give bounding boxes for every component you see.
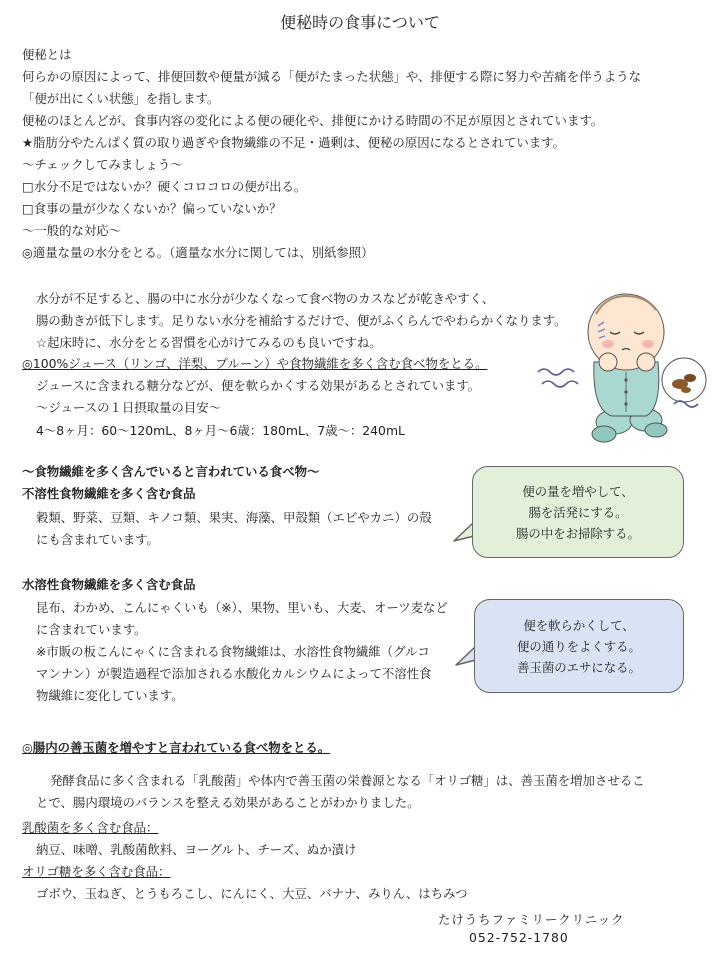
water-item: ◎適量な量の水分をとる。（適量な水分に関しては、別紙参照） [22, 245, 374, 260]
check-item: □食事の量が少なくないか？偏っていないか？ [22, 201, 282, 216]
oligo-items: ゴボウ、玉ねぎ、とうもろこし、にんにく、大豆、バナナ、みりん、はちみつ [36, 886, 468, 901]
soluble-line: 物繊維に変化しています。 [36, 688, 184, 703]
fiber-heading: ～食物繊維を多く含んでいると言われている食べ物～ [22, 464, 320, 479]
page-title: 便秘時の食事について [280, 13, 440, 32]
juice-item: ◎100%ジュース（リンゴ、洋梨、プルーン）や食物繊維を多く含む食べ物をとる。 [22, 356, 488, 371]
bubble-line: 腸を活発にする。 [528, 505, 628, 520]
oligo-heading: オリゴ糖を多く含む食品： [22, 864, 171, 879]
check-item: □水分不足ではないか？硬くコロコロの便が出る。 [22, 179, 307, 194]
soluble-line: ※市販の板こんにゃくに含まれる食物繊維は、水溶性食物繊維（グルコ [36, 644, 430, 659]
water-line: 水分が不足すると、腸の中に水分が少なくなって食べ物のカスなどが乾きやすく、 [36, 291, 495, 306]
water-line: 腸の動きが低下します。足りない水分を補給するだけで、便がふくらんでやわらかくなります。 [36, 313, 567, 328]
bubble-line: 便の通りをよくする。 [517, 639, 641, 654]
intro-line: 「便が出にくい状態」を指します。 [22, 91, 220, 106]
water-line: ☆起床時に、水分をとる習慣を心がけてみるのも良いですね。 [36, 335, 382, 350]
bubble-line: 便を軟らかくして、 [523, 618, 635, 633]
lactic-heading: 乳酸菌を多く含む食品： [22, 820, 159, 835]
intro-line: ★脂肪分やたんぱく質の取り過ぎや食物繊維の不足・過剰は、便秘の原因になるとされています。 [22, 135, 565, 150]
soluble-line: に含まれています。 [36, 622, 147, 637]
check-heading: ～チェックしてみましょう～ [22, 157, 183, 172]
lactic-items: 納豆、味噌、乳酸菌飲料、ヨーグルト、チーズ、ぬか漬け [36, 842, 357, 857]
bubble-line: 善玉菌のエサになる。 [517, 660, 641, 675]
insoluble-line: 穀類、野菜、豆類、キノコ類、果実、海藻、甲殻類（エビやカニ）の殻 [36, 510, 432, 525]
probiotic-line: 発酵食品に多く含まれる「乳酸菌」や体内で善玉菌の栄養源となる「オリゴ糖」は、善玉菌を増加させるこ [50, 773, 645, 788]
clinic-phone: 052-752-1780 [469, 930, 569, 945]
insoluble-heading: 不溶性食物繊維を多く含む食品 [22, 486, 196, 501]
intro-line: 便秘のほとんどが、食事内容の変化による便の硬化や、排便にかける時間の不足が原因とされています。 [22, 113, 604, 128]
juice-line: 4～8ヶ月：60～120mL、8ヶ月～6歳：180mL、7歳～：240mL [36, 423, 405, 438]
juice-line: ジュースに含まれる糖分などが、便を軟らかくする効果があるとされています。 [36, 378, 481, 393]
bubble-line: 腸の中をお掃除する。 [516, 526, 640, 541]
general-heading: ～一般的な対応～ [22, 223, 122, 238]
probiotic-line: とで、腸内環境のバランスを整える効果があることがわかりました。 [36, 795, 420, 810]
clinic-name: たけうちファミリークリニック [438, 912, 625, 927]
insoluble-line: にも含まれています。 [36, 532, 159, 547]
bubble-line: 便の量を増やして、 [522, 484, 634, 499]
soluble-line: マンナン）が製造過程で添加される水酸化カルシウムによって不溶性食 [36, 666, 432, 681]
intro-line: 何らかの原因によって、排便回数や便量が減る「便がたまった状態」や、排便する際に努力や苦痛を伴うような [22, 69, 642, 84]
intro-heading: 便秘とは [22, 47, 72, 62]
juice-line: ～ジュースの１日摂取量の目安～ [36, 400, 221, 415]
soluble-line: 昆布、わかめ、こんにゃくいも（※）、果物、里いも、大麦、オーツ麦など [36, 600, 448, 615]
probiotic-heading: ◎腸内の善玉菌を増やすと言われている食べ物をとる。 [22, 740, 331, 755]
soluble-heading: 水溶性食物繊維を多く含む食品 [22, 577, 196, 592]
